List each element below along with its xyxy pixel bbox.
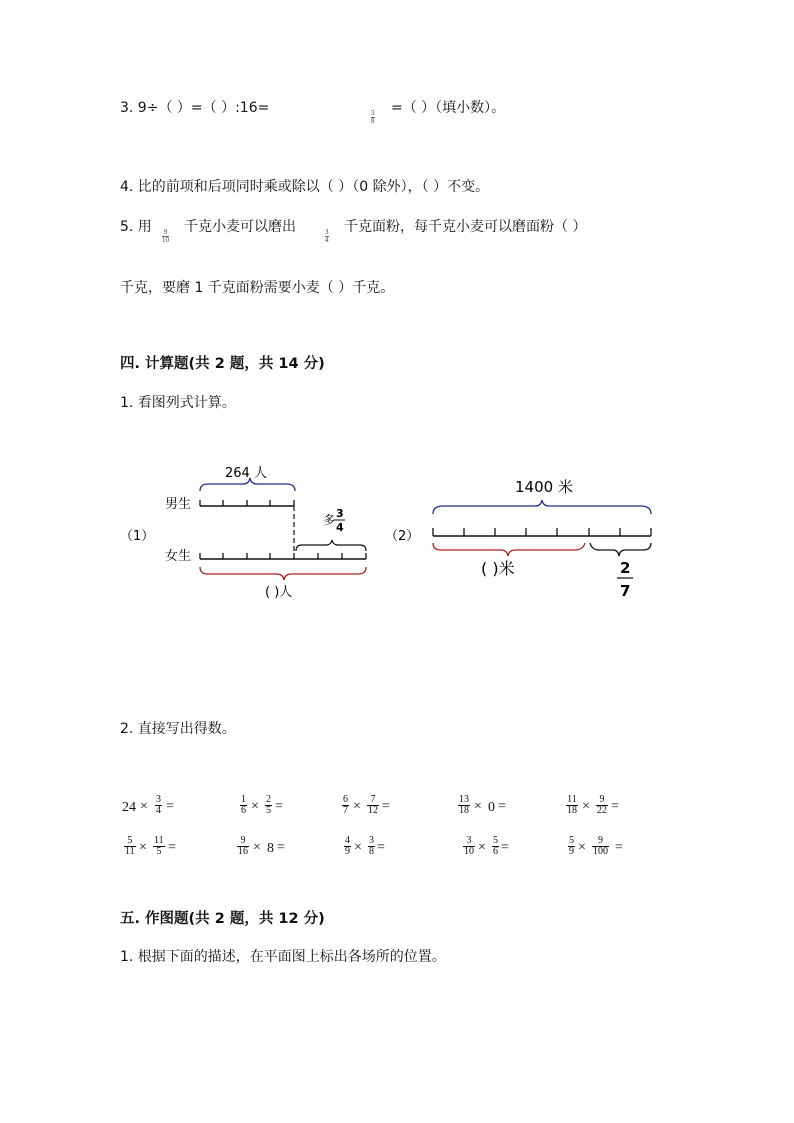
multiply-sign: × [354,840,362,855]
equals-sign: = [166,799,174,814]
question-5-part1: 5. 用 [120,219,152,235]
section-4-question-2: 2. 直接写出得数。 [120,721,236,737]
calc-fraction: 3 10 [464,835,474,857]
calc-operand: 24 [122,800,136,815]
equals-sign: = [275,799,283,814]
question-5-part3: 千克面粉，每千克小麦可以磨面粉（ ） [344,219,587,235]
boys-ticks [200,500,294,506]
multiply-sign: × [251,799,259,814]
equals-sign: = [277,840,285,855]
multiply-sign: × [474,799,482,814]
calc-fraction: 11 18 [567,794,577,816]
remaining-fraction-numerator: 2 [620,559,631,577]
total-length-label: 1400 米 [515,478,573,496]
question-5-part2: 千克小麦可以磨出 [184,219,296,235]
girls-ticks [200,553,366,559]
fraction-denominator: 8 [371,117,375,125]
equals-sign: = [501,840,509,855]
remaining-part-brace [590,543,651,556]
more-fraction-numerator: 3 [336,507,344,520]
equals-sign: = [615,840,623,855]
calc-fraction: 5 9 [569,835,574,857]
question-5-fraction-2 [325,229,329,244]
equals-sign: = [382,799,390,814]
figure-1-label: （1） [120,529,155,544]
fraction-numerator: 3 [325,228,329,236]
calc-fraction: 9 16 [238,835,248,857]
question-3-part2: =（ ）（填小数）。 [391,100,506,116]
more-fraction-denominator: 4 [336,521,344,534]
total-brace [433,500,651,514]
equals-sign: = [168,840,176,855]
girls-brace [200,567,366,580]
total-ticks [433,528,651,536]
section-4-question-1: 1. 看图列式计算。 [120,395,236,411]
calc-fraction: 5 6 [493,835,498,857]
calc-fraction: 7 12 [368,794,378,816]
question-5-fraction-1 [162,229,169,244]
fraction-denominator: 10 [162,236,169,244]
calc-fraction: 6 7 [343,794,348,816]
multiply-sign: × [353,799,361,814]
calc-fraction: 1 6 [241,794,246,816]
fraction-denominator: 4 [325,236,329,244]
equals-sign: = [498,799,506,814]
section-4-heading: 四. 计算题(共 2 题，共 14 分) [120,356,325,372]
multiply-sign: × [140,799,148,814]
question-3-part1: 3. 9÷（ ）=（ ）:16= [120,100,270,116]
section-5-question-1: 1. 根据下面的描述，在平面图上标出各场所的位置。 [120,949,446,965]
question-3 [120,97,269,117]
multiply-sign: × [582,799,590,814]
calc-fraction: 11 5 [154,835,164,857]
figure-1-answer: ( )人 [265,585,293,600]
figure-2-label: （2） [385,529,420,544]
unknown-part-brace [433,543,585,556]
equals-sign: = [377,840,385,855]
multiply-sign: × [253,840,261,855]
figure-2-answer: ( )米 [481,559,515,578]
question-5-line2: 千克，要磨 1 千克面粉需要小麦（ ）千克。 [120,280,395,296]
equals-sign: = [611,799,619,814]
calc-operand: 0 [488,800,495,815]
calc-fraction: 9 100 [593,835,608,857]
calc-fraction: 4 9 [345,835,350,857]
boys-label: 男生 [165,497,192,512]
remaining-fraction-denominator: 7 [620,582,631,600]
multiply-sign: × [578,840,586,855]
multiply-sign: × [478,840,486,855]
fraction-numerator: 3 [371,109,375,117]
multiply-sign: × [139,840,147,855]
boys-count-label: 264 人 [225,466,267,481]
more-prefix: 多 [323,513,336,527]
calc-fraction: 3 8 [369,835,374,857]
fraction-numerator: 9 [163,228,168,236]
figure-1-line-segment-diagram [110,455,390,605]
calc-fraction: 5 11 [125,835,135,857]
calc-fraction: 13 18 [459,794,469,816]
calc-fraction: 9 22 [597,794,607,816]
calc-operand: 8 [267,841,274,856]
extra-brace [296,540,366,551]
section-5-heading: 五. 作图题(共 2 题，共 12 分) [120,911,325,927]
girls-label: 女生 [165,549,192,564]
calc-fraction: 3 4 [156,794,161,816]
figure-2-line-segment-diagram [385,470,665,605]
calc-fraction: 2 5 [266,794,271,816]
question-4: 4. 比的前项和后项同时乘或除以（ ）（0 除外），（ ）不变。 [120,179,490,195]
question-3-fraction [371,110,375,125]
